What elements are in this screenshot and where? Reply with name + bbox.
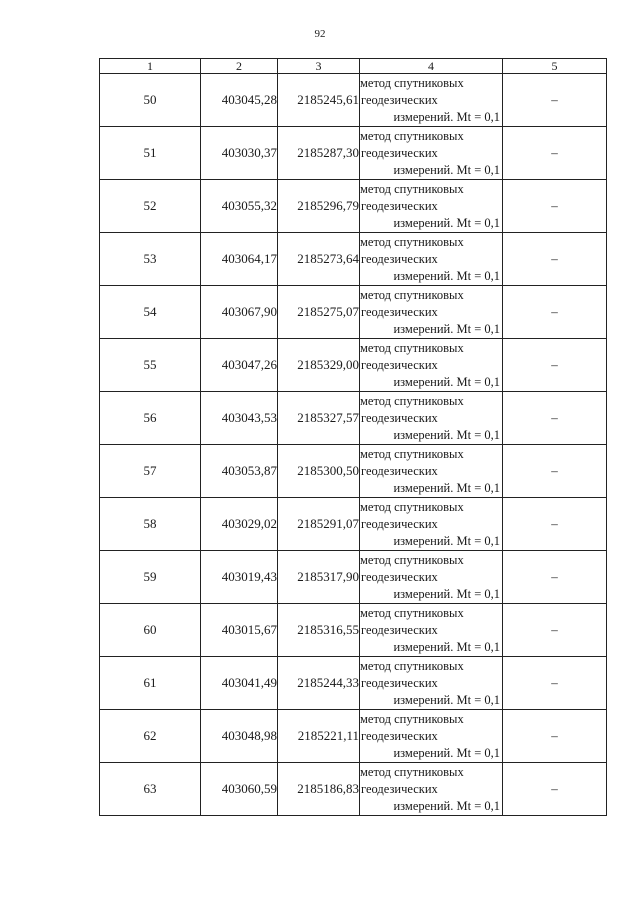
table-row [100,445,607,498]
method-line: геодезических [361,463,438,478]
method-cell [360,498,503,551]
method-line: измерений. Mt = 0,1 [393,321,500,336]
note-cell: – [503,710,607,763]
note-cell: – [503,339,607,392]
table-row [100,127,607,180]
point-number-cell: 51 [100,127,201,180]
point-number-cell: 53 [100,233,201,286]
method-line: метод спутниковых [360,711,464,726]
y-coordinate-cell: 2185186,83 [278,763,360,816]
method-line: измерений. Mt = 0,1 [393,639,500,654]
x-coordinate-cell: 403047,26 [201,339,278,392]
method-line: метод спутниковых [360,234,464,249]
point-number-cell: 58 [100,498,201,551]
method-cell [360,339,503,392]
note-cell: – [503,763,607,816]
method-line: метод спутниковых [360,446,464,461]
table-row [100,180,607,233]
method-cell [360,233,503,286]
x-coordinate-cell: 403045,28 [201,74,278,127]
point-number-cell: 50 [100,74,201,127]
note-cell: – [503,286,607,339]
method-line: измерений. Mt = 0,1 [393,798,500,813]
table-row [100,763,607,816]
method-line: геодезических [361,622,438,637]
table-row [100,710,607,763]
x-coordinate-cell: 403029,02 [201,498,278,551]
note-cell: – [503,551,607,604]
method-line: метод спутниковых [360,393,464,408]
note-cell: – [503,74,607,127]
x-coordinate-cell: 403041,49 [201,657,278,710]
y-coordinate-cell: 2185245,61 [278,74,360,127]
point-number-cell: 57 [100,445,201,498]
x-coordinate-cell: 403055,32 [201,180,278,233]
y-coordinate-cell: 2185316,55 [278,604,360,657]
point-number-cell: 62 [100,710,201,763]
method-line: измерений. Mt = 0,1 [393,533,500,548]
column-header: 2 [201,59,278,74]
method-line: геодезических [361,728,438,743]
column-header: 1 [100,59,201,74]
method-line: геодезических [361,92,438,107]
note-cell: – [503,657,607,710]
method-line: измерений. Mt = 0,1 [393,480,500,495]
method-cell [360,74,503,127]
y-coordinate-cell: 2185329,00 [278,339,360,392]
column-header: 3 [278,59,360,74]
table-row [100,233,607,286]
method-line: метод спутниковых [360,499,464,514]
method-cell [360,127,503,180]
point-number-cell: 60 [100,604,201,657]
method-line: геодезических [361,675,438,690]
point-number-cell: 55 [100,339,201,392]
method-line: метод спутниковых [360,128,464,143]
method-line: метод спутниковых [360,181,464,196]
note-cell: – [503,233,607,286]
column-header: 4 [360,59,503,74]
method-cell [360,604,503,657]
x-coordinate-cell: 403053,87 [201,445,278,498]
method-line: измерений. Mt = 0,1 [393,374,500,389]
column-header: 5 [503,59,607,74]
y-coordinate-cell: 2185327,57 [278,392,360,445]
page-number: 92 [314,28,326,40]
method-line: измерений. Mt = 0,1 [393,215,500,230]
method-cell [360,392,503,445]
method-line: метод спутниковых [360,75,464,90]
method-line: геодезических [361,145,438,160]
method-line: измерений. Mt = 0,1 [393,745,500,760]
method-line: измерений. Mt = 0,1 [393,109,500,124]
method-line: метод спутниковых [360,287,464,302]
table-row [100,551,607,604]
y-coordinate-cell: 2185273,64 [278,233,360,286]
method-line: измерений. Mt = 0,1 [393,268,500,283]
method-cell [360,710,503,763]
coordinates-table [99,58,607,816]
method-line: метод спутниковых [360,605,464,620]
method-line: метод спутниковых [360,764,464,779]
y-coordinate-cell: 2185317,90 [278,551,360,604]
method-cell [360,286,503,339]
method-cell [360,657,503,710]
method-line: измерений. Mt = 0,1 [393,162,500,177]
note-cell: – [503,180,607,233]
method-line: геодезических [361,410,438,425]
method-line: измерений. Mt = 0,1 [393,586,500,601]
y-coordinate-cell: 2185300,50 [278,445,360,498]
x-coordinate-cell: 403048,98 [201,710,278,763]
point-number-cell: 52 [100,180,201,233]
x-coordinate-cell: 403019,43 [201,551,278,604]
table-row [100,339,607,392]
y-coordinate-cell: 2185287,30 [278,127,360,180]
note-cell: – [503,604,607,657]
table-row [100,657,607,710]
table-header-row [100,59,607,74]
method-line: измерений. Mt = 0,1 [393,427,500,442]
y-coordinate-cell: 2185275,07 [278,286,360,339]
table-row [100,498,607,551]
x-coordinate-cell: 403064,17 [201,233,278,286]
y-coordinate-cell: 2185221,11 [278,710,360,763]
method-line: геодезических [361,516,438,531]
table-row [100,74,607,127]
y-coordinate-cell: 2185296,79 [278,180,360,233]
y-coordinate-cell: 2185244,33 [278,657,360,710]
x-coordinate-cell: 403067,90 [201,286,278,339]
table-row [100,392,607,445]
x-coordinate-cell: 403030,37 [201,127,278,180]
x-coordinate-cell: 403060,59 [201,763,278,816]
note-cell: – [503,392,607,445]
point-number-cell: 59 [100,551,201,604]
method-line: геодезических [361,304,438,319]
method-line: геодезических [361,569,438,584]
method-line: измерений. Mt = 0,1 [393,692,500,707]
table-row [100,604,607,657]
method-cell [360,445,503,498]
method-line: геодезических [361,251,438,266]
x-coordinate-cell: 403015,67 [201,604,278,657]
method-line: геодезических [361,781,438,796]
method-line: геодезических [361,198,438,213]
method-line: метод спутниковых [360,340,464,355]
method-cell [360,180,503,233]
point-number-cell: 56 [100,392,201,445]
method-line: геодезических [361,357,438,372]
method-line: метод спутниковых [360,552,464,567]
point-number-cell: 63 [100,763,201,816]
x-coordinate-cell: 403043,53 [201,392,278,445]
method-cell [360,763,503,816]
y-coordinate-cell: 2185291,07 [278,498,360,551]
method-line: метод спутниковых [360,658,464,673]
point-number-cell: 61 [100,657,201,710]
note-cell: – [503,445,607,498]
method-cell [360,551,503,604]
table-row [100,286,607,339]
note-cell: – [503,127,607,180]
point-number-cell: 54 [100,286,201,339]
note-cell: – [503,498,607,551]
